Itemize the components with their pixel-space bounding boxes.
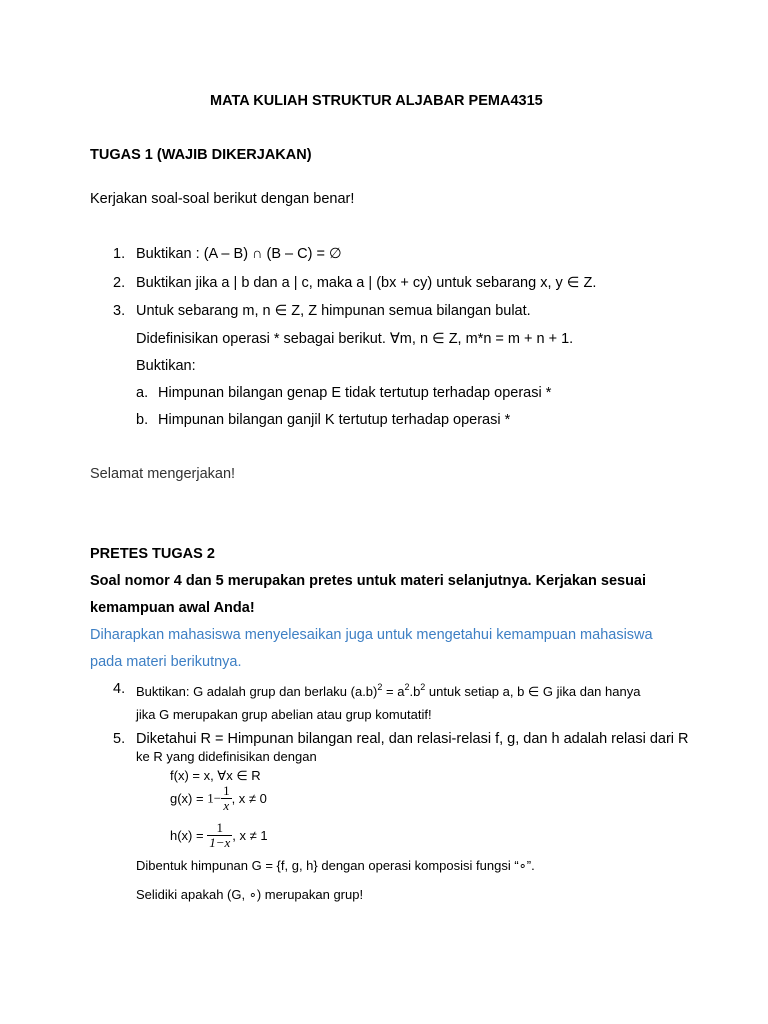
function-f: f(x) = x, ∀x ∈ R bbox=[170, 768, 261, 783]
pretes-heading: PRETES TUGAS 2 bbox=[90, 546, 215, 562]
q5-line2: ke R yang didefinisikan dengan bbox=[136, 749, 317, 764]
function-condition: , x ≠ 0 bbox=[231, 791, 267, 806]
list-item-number: 3. bbox=[113, 303, 126, 319]
q4-number: 4. bbox=[113, 681, 126, 697]
q5-number: 5. bbox=[113, 731, 126, 747]
exponent: 2 bbox=[404, 682, 410, 692]
math-term: 1 bbox=[207, 790, 214, 806]
math-operator: − bbox=[213, 790, 222, 806]
fraction-numerator: 1 bbox=[216, 820, 223, 835]
pretes-note: pada materi berikutnya. bbox=[90, 654, 242, 670]
item3-definition: Didefinisikan operasi * sebagai berikut. ∀m, n ∈ Z, m*n = m + n + 1. bbox=[136, 331, 574, 347]
function-label: g(x) = bbox=[170, 791, 208, 806]
q4-text: .b bbox=[409, 684, 421, 699]
q5-line1: Diketahui R = Himpunan bilangan real, dan relasi-relasi f, g, dan h adalah relasi dari R bbox=[136, 731, 689, 747]
function-condition: , x ≠ 1 bbox=[232, 828, 268, 843]
list-item-text: Buktikan jika a | b dan a | c, maka a | (bx + cy) untuk sebarang x, y ∈ Z. bbox=[136, 275, 597, 291]
fraction-numerator: 1 bbox=[223, 783, 230, 798]
fraction-denominator: x bbox=[221, 798, 232, 813]
function-g bbox=[170, 784, 267, 813]
sub-item-label: b. bbox=[136, 412, 149, 428]
tugas1-intro: Kerjakan soal-soal berikut dengan benar! bbox=[90, 191, 355, 207]
fraction bbox=[221, 784, 232, 813]
tugas1-heading: TUGAS 1 (WAJIB DIKERJAKAN) bbox=[90, 147, 312, 163]
sub-item-label: a. bbox=[136, 385, 149, 401]
function-label: h(x) = bbox=[170, 828, 208, 843]
q5-set-definition: Dibentuk himpunan G = {f, g, h} dengan operasi komposisi fungsi “∘”. bbox=[136, 858, 535, 873]
pretes-instruction: Soal nomor 4 dan 5 merupakan pretes untuk materi selanjutnya. Kerjakan sesuai bbox=[90, 573, 647, 589]
q4-text: untuk setiap a, b ∈ G jika dan hanya bbox=[425, 684, 641, 699]
fraction bbox=[207, 821, 232, 850]
q4-line2: jika G merupakan grup abelian atau grup komutatif! bbox=[136, 707, 432, 722]
exponent: 2 bbox=[377, 682, 383, 692]
list-item-number: 1. bbox=[113, 246, 126, 262]
q5-final-question: Selidiki apakah (G, ∘) merupakan grup! bbox=[136, 887, 364, 902]
function-h bbox=[170, 821, 268, 850]
pretes-instruction: kemampuan awal Anda! bbox=[90, 600, 255, 616]
item3-prove-label: Buktikan: bbox=[136, 358, 196, 374]
fraction-denominator: 1−x bbox=[209, 835, 231, 850]
list-item-number: 2. bbox=[113, 275, 126, 291]
document-title: MATA KULIAH STRUKTUR ALJABAR PEMA4315 bbox=[210, 93, 543, 109]
q4-text: = a bbox=[382, 684, 405, 699]
list-item-text: Untuk sebarang m, n ∈ Z, Z himpunan semua bilangan bulat. bbox=[136, 303, 531, 319]
list-item-text: Buktikan : (A – B) ∩ (B – C) = ∅ bbox=[136, 246, 342, 262]
q4-line1 bbox=[136, 682, 640, 700]
q4-text: Buktikan: G adalah grup dan berlaku (a.b) bbox=[136, 684, 378, 699]
closing-text: Selamat mengerjakan! bbox=[90, 466, 236, 482]
exponent: 2 bbox=[420, 682, 426, 692]
pretes-note: Diharapkan mahasiswa menyelesaikan juga untuk mengetahui kemampuan mahasiswa bbox=[90, 627, 653, 643]
sub-item-text: Himpunan bilangan genap E tidak tertutup terhadap operasi * bbox=[158, 385, 552, 401]
sub-item-text: Himpunan bilangan ganjil K tertutup terhadap operasi * bbox=[158, 412, 511, 428]
